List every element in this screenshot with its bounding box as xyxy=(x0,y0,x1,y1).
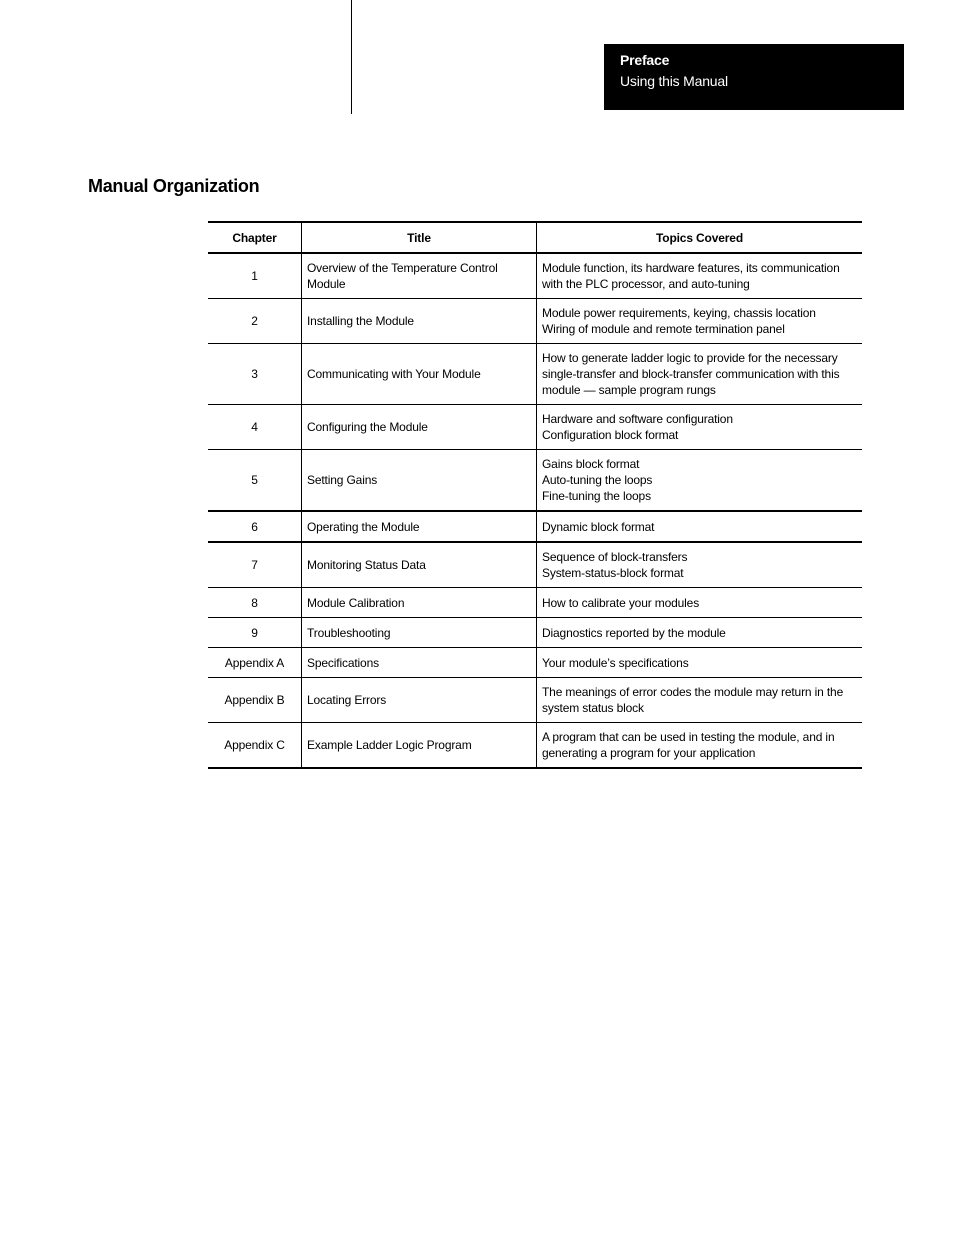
topic-line: How to calibrate your modules xyxy=(542,595,700,610)
chapter-cell: 8 xyxy=(251,595,258,610)
topics-cell xyxy=(537,299,863,344)
column-header-title: Title xyxy=(302,222,537,253)
table-row xyxy=(208,588,862,618)
topic-line: Diagnostics reported by the module xyxy=(542,625,726,640)
header-section-label: Preface xyxy=(620,52,670,68)
topic-line: Sequence of block-transfers xyxy=(542,550,688,564)
topic-line: How to generate ladder logic to provide for the necessary single-transfer and block-transfer communication with this module — sample program rungs xyxy=(542,351,840,397)
title-cell: Example Ladder Logic Program xyxy=(302,723,537,769)
topics-cell xyxy=(537,511,863,542)
table-row xyxy=(208,648,862,678)
chapter-cell: 3 xyxy=(251,367,258,381)
table-row xyxy=(208,723,862,769)
topics-cell xyxy=(537,253,863,299)
table-body xyxy=(208,253,862,768)
title-cell: Monitoring Status Data xyxy=(302,542,537,588)
table-row xyxy=(208,618,862,648)
chapter-cell: Appendix A xyxy=(224,655,285,670)
topic-line: Wiring of module and remote termination panel xyxy=(542,322,785,336)
table-row xyxy=(208,450,862,512)
topic-line: Module function, its hardware features, its communication with the PLC processor, and auto-tuning xyxy=(542,261,840,291)
title-cell: Locating Errors xyxy=(302,678,537,723)
title-cell: Module Calibration xyxy=(302,588,537,618)
table-row xyxy=(208,405,862,450)
table-row xyxy=(208,344,862,405)
table-row xyxy=(208,542,862,588)
topics-cell xyxy=(537,405,863,450)
topic-line: Your module’s specifications xyxy=(542,655,689,670)
chapter-cell: 1 xyxy=(251,269,258,283)
topics-cell xyxy=(537,678,863,723)
table-row xyxy=(208,299,862,344)
margin-rule xyxy=(351,0,352,114)
topic-line: Auto-tuning the loops xyxy=(542,473,653,487)
topics-cell xyxy=(537,723,863,769)
title-cell: Communicating with Your Module xyxy=(302,344,537,405)
topic-line: Configuration block format xyxy=(542,428,679,442)
chapter-cell: Appendix C xyxy=(224,738,285,752)
chapter-cell: 5 xyxy=(251,473,258,487)
title-cell: Setting Gains xyxy=(302,450,537,512)
chapter-cell: 4 xyxy=(251,420,258,434)
table-row xyxy=(208,678,862,723)
section-heading: Manual Organization xyxy=(88,176,260,196)
header-subtitle: Using this Manual xyxy=(620,73,728,89)
table-header-row xyxy=(208,222,862,253)
title-cell: Specifications xyxy=(302,648,537,678)
topic-line: System-status-block format xyxy=(542,566,684,580)
topics-cell xyxy=(537,618,863,648)
column-header-topics: Topics Covered xyxy=(537,222,863,253)
table-row xyxy=(208,253,862,299)
topics-cell xyxy=(537,588,863,618)
topic-line: Module power requirements, keying, chassis location xyxy=(542,306,816,320)
topics-cell xyxy=(537,648,863,678)
topic-line: Fine-tuning the loops xyxy=(542,489,651,503)
manual-organization-table xyxy=(208,221,862,769)
chapter-cell: 2 xyxy=(251,314,258,328)
column-header-chapter: Chapter xyxy=(208,222,302,253)
title-cell: Installing the Module xyxy=(302,299,537,344)
title-cell: Troubleshooting xyxy=(302,618,537,648)
topic-line: Hardware and software configuration xyxy=(542,412,733,426)
running-header xyxy=(604,44,904,110)
topics-cell xyxy=(537,542,863,588)
topics-cell xyxy=(537,344,863,405)
topic-line: A program that can be used in testing the module, and in generating a program for your application xyxy=(542,730,835,760)
topic-line: The meanings of error codes the module may return in the system status block xyxy=(542,685,844,715)
topic-line: Gains block format xyxy=(542,457,640,471)
chapter-cell: 9 xyxy=(251,625,258,640)
title-cell: Overview of the Temperature Control Module xyxy=(302,253,537,299)
table-row xyxy=(208,511,862,542)
chapter-cell: 6 xyxy=(251,519,258,534)
title-cell: Configuring the Module xyxy=(302,405,537,450)
topics-cell xyxy=(537,450,863,512)
topic-line: Dynamic block format xyxy=(542,519,655,534)
title-cell: Operating the Module xyxy=(302,511,537,542)
chapter-cell: 7 xyxy=(251,558,258,572)
chapter-cell: Appendix B xyxy=(224,693,285,707)
